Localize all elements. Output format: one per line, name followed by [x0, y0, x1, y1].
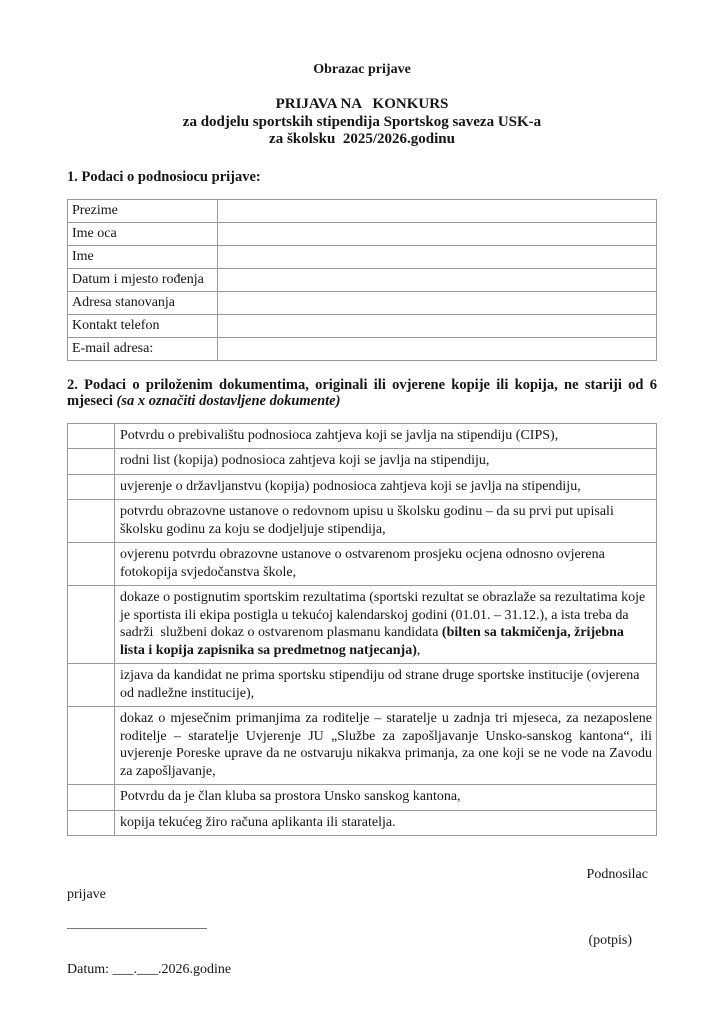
document-row: [68, 474, 657, 500]
section2-heading: [67, 377, 657, 410]
section1-heading: 1. Podaci o podnosiocu prijave:: [67, 168, 261, 185]
document-checkbox-cell[interactable]: [68, 500, 115, 543]
submitter-label-line1: Podnosilac: [586, 867, 648, 882]
applicant-row: [68, 291, 657, 314]
document-description: ovjerenu potvrdu obrazovne ustanove o ostvarenom prosjeku ocjena odnosno ovjerena fotokopija svjedočanstva škole,: [115, 543, 657, 586]
document-description: izjava da kandidat ne prima sportsku stipendiju od strane druge sportske institucije (ovjerena od nadležne institucije),: [115, 664, 657, 707]
document-title: [67, 96, 657, 149]
field-value-cell[interactable]: [218, 291, 657, 314]
applicant-row: [68, 314, 657, 337]
document-row: [68, 785, 657, 811]
title-line-3: za školsku 2025/2026.godinu: [269, 131, 455, 147]
field-value-cell[interactable]: [218, 337, 657, 360]
field-value-cell[interactable]: [218, 268, 657, 291]
applicant-row: [68, 268, 657, 291]
document-row: [68, 449, 657, 475]
document-description: uvjerenje o državljanstvu (kopija) podnosioca zahtjeva koji se javlja na stipendiju,: [115, 474, 657, 500]
field-value-cell[interactable]: [218, 245, 657, 268]
field-label: Datum i mjesto rođenja: [68, 268, 218, 291]
document-description: dokaz o mjesečnim primanjima za roditelje – staratelje u zadnja tri mjeseca, za nezaposlene roditelje – staratelje Uvjerenje JU „Službe za zapošljavanje Unsko-sanskog kantona“, ili uvjerenje Poreske uprave da ne ostvaruju nikakva primanja, za one koji se ne vode na Zavodu za zapošljavanje,: [115, 707, 657, 785]
document-checkbox-cell[interactable]: [68, 423, 115, 449]
field-value-cell[interactable]: [218, 199, 657, 222]
field-label: Adresa stanovanja: [68, 291, 218, 314]
document-checkbox-cell[interactable]: [68, 474, 115, 500]
field-value-cell[interactable]: [218, 314, 657, 337]
title-line-1: PRIJAVA NA KONKURS: [275, 96, 449, 112]
document-description: rodni list (kopija) podnosioca zahtjeva koji se javlja na stipendiju,: [115, 449, 657, 475]
document-checkbox-cell[interactable]: [68, 810, 115, 836]
field-label: Kontakt telefon: [68, 314, 218, 337]
field-label: E-mail adresa:: [68, 337, 218, 360]
footer: [67, 867, 657, 978]
form-label: Obrazac prijave: [313, 62, 411, 77]
document-row: [68, 707, 657, 785]
applicant-table: [67, 199, 657, 361]
document-checkbox-cell[interactable]: [68, 449, 115, 475]
documents-table: [67, 423, 657, 837]
applicant-row: [68, 337, 657, 360]
document-description: Potvrdu da je član kluba sa prostora Unsko sanskog kantona,: [115, 785, 657, 811]
applicant-row: [68, 245, 657, 268]
field-value-cell[interactable]: [218, 222, 657, 245]
document-row: [68, 586, 657, 664]
document-checkbox-cell[interactable]: [68, 664, 115, 707]
document-description: potvrdu obrazovne ustanove o redovnom upisu u školsku godinu – da su prvi put upisali školsku godinu za koju se dodjeljuje stipendija,: [115, 500, 657, 543]
date-line: Datum: ___.___.2026.godine: [67, 962, 232, 977]
document-row: [68, 664, 657, 707]
section2-heading-note: (sa x označiti dostavljene dokumente): [116, 393, 341, 409]
document-row: [68, 810, 657, 836]
field-label: Ime: [68, 245, 218, 268]
document-checkbox-cell[interactable]: [68, 543, 115, 586]
signature-caption: (potpis): [588, 933, 632, 948]
field-label: Ime oca: [68, 222, 218, 245]
document-checkbox-cell[interactable]: [68, 707, 115, 785]
document-row: [68, 543, 657, 586]
submitter-label-line2: prijave: [67, 887, 106, 902]
applicant-row: [68, 199, 657, 222]
document-description: Potvrdu o prebivalištu podnosioca zahtjeva koji se javlja na stipendiju (CIPS),: [115, 423, 657, 449]
section2-heading-main: 2. Podaci o priloženim dokumentima, originali ili ovjerene kopije ili kopija, ne stariji od 6 mjeseci: [67, 376, 657, 409]
document-row: [68, 423, 657, 449]
document-description: dokaze o postignutim sportskim rezultatima (sportski rezultat se obrazlaže sa rezultatima koje je sportista ili ekipa postigla u tekućoj kalendarskoj godini (01.01. – 31.12.), a ista treba da sadrži službeni dokaz o ostvarenom plasmanu kandidata (bilten sa takmičenja, žrijebna lista i kopija zapisnika sa predmetnog natjecanja),: [115, 586, 657, 664]
title-line-2: za dodjelu sportskih stipendija Sportskog saveza USK-a: [182, 113, 542, 130]
applicant-row: [68, 222, 657, 245]
document-description: kopija tekućeg žiro računa aplikanta ili staratelja.: [115, 810, 657, 836]
document-checkbox-cell[interactable]: [68, 586, 115, 664]
document-checkbox-cell[interactable]: [68, 785, 115, 811]
document-row: [68, 500, 657, 543]
signature-line: [67, 928, 207, 929]
field-label: Prezime: [68, 199, 218, 222]
